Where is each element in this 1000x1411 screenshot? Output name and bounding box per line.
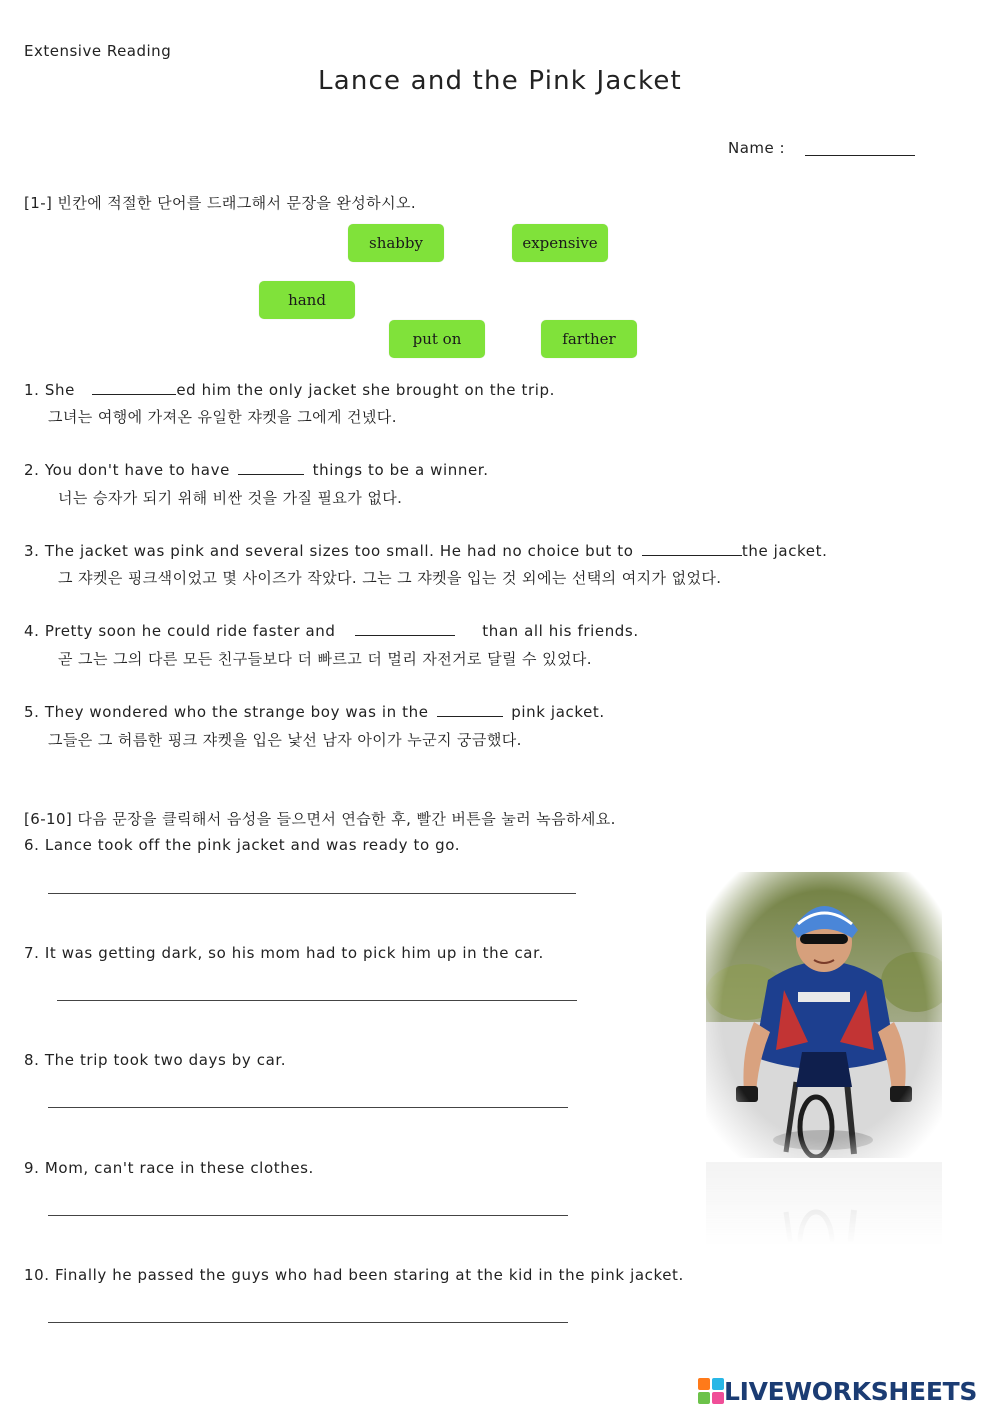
question-text-after: ed him the only jacket she brought on the trip. xyxy=(176,381,555,399)
question-text-after: than all his friends. xyxy=(482,622,639,640)
question-4 xyxy=(24,621,639,641)
question-number: 2. xyxy=(24,461,40,479)
korean-translation: 그들은 그 허름한 핑크 쟈켓을 입은 낯선 남자 아이가 누군지 궁금했다. xyxy=(48,731,522,749)
name-input-line[interactable] xyxy=(805,155,915,156)
question-number: 1. xyxy=(24,381,40,399)
section2-instruction: [6-10] 다음 문장을 클릭해서 음성을 들으면서 연습한 후, 빨간 버튼을 눌러 녹음하세요. xyxy=(24,810,616,828)
question-text-before: The jacket was pink and several sizes too small. He had no choice but to xyxy=(44,542,634,560)
cyclist-photo xyxy=(706,872,942,1158)
korean-translation: 그 쟈켓은 핑크색이었고 몇 사이즈가 작았다. 그는 그 쟈켓을 입는 것 외에는 선택의 여지가 없었다. xyxy=(58,569,722,587)
question-text-before: Pretty soon he could ride faster and xyxy=(44,622,336,640)
question-2 xyxy=(24,460,489,480)
header-label: Extensive Reading xyxy=(24,42,172,60)
section1-instruction: [1-] 빈칸에 적절한 단어를 드래그해서 문장을 완성하시오. xyxy=(24,194,417,212)
blank-drop-target[interactable] xyxy=(355,621,455,636)
question-5 xyxy=(24,702,605,722)
korean-translation: 너는 승자가 되기 위해 비싼 것을 가질 필요가 없다. xyxy=(58,489,403,507)
logo-text: LIVEWORKSHEETS xyxy=(724,1376,978,1406)
blank-drop-target[interactable] xyxy=(642,541,742,556)
question-text-before: They wondered who the strange boy was in the xyxy=(44,703,429,721)
question-text-after: pink jacket. xyxy=(511,703,605,721)
question-number: 4. xyxy=(24,622,40,640)
speaking-sentence-9[interactable]: 9. Mom, can't race in these clothes. xyxy=(24,1159,314,1177)
word-chip-expensive[interactable]: expensive xyxy=(512,224,608,262)
answer-line[interactable] xyxy=(48,1322,568,1323)
question-text-after: things to be a winner. xyxy=(312,461,489,479)
liveworksheets-logo-icon xyxy=(698,1378,724,1404)
word-chip-shabby[interactable]: shabby xyxy=(348,224,444,262)
speaking-sentence-7[interactable]: 7. It was getting dark, so his mom had to pick him up in the car. xyxy=(24,944,544,962)
blank-drop-target[interactable] xyxy=(238,460,304,475)
question-1 xyxy=(24,380,555,400)
page-title: Lance and the Pink Jacket xyxy=(318,66,682,96)
liveworksheets-logo xyxy=(698,1376,977,1406)
speaking-sentence-6[interactable]: 6. Lance took off the pink jacket and was ready to go. xyxy=(24,836,461,854)
word-chip-farther[interactable]: farther xyxy=(541,320,637,358)
blank-drop-target[interactable] xyxy=(92,380,176,395)
korean-translation: 그녀는 여행에 가져온 유일한 쟈켓을 그에게 건넸다. xyxy=(48,408,397,426)
word-chip-hand[interactable]: hand xyxy=(259,281,355,319)
answer-line[interactable] xyxy=(48,1107,568,1108)
word-chip-put-on[interactable]: put on xyxy=(389,320,485,358)
question-number: 5. xyxy=(24,703,40,721)
speaking-sentence-10[interactable]: 10. Finally he passed the guys who had been staring at the kid in the pink jacket. xyxy=(24,1266,684,1284)
name-label: Name : xyxy=(728,139,786,157)
blank-drop-target[interactable] xyxy=(437,702,503,717)
speaking-sentence-8[interactable]: 8. The trip took two days by car. xyxy=(24,1051,287,1069)
question-3 xyxy=(24,541,827,561)
question-text-after: the jacket. xyxy=(741,542,828,560)
answer-line[interactable] xyxy=(57,1000,577,1001)
korean-translation: 곧 그는 그의 다른 모든 친구들보다 더 빠르고 더 멀리 자전거로 달릴 수 있었다. xyxy=(58,650,592,668)
question-text-before: You don't have to have xyxy=(44,461,230,479)
answer-line[interactable] xyxy=(48,1215,568,1216)
question-text-before: She xyxy=(44,381,75,399)
question-number: 3. xyxy=(24,542,40,560)
answer-line[interactable] xyxy=(48,893,576,894)
cyclist-photo-reflection xyxy=(706,1162,942,1282)
